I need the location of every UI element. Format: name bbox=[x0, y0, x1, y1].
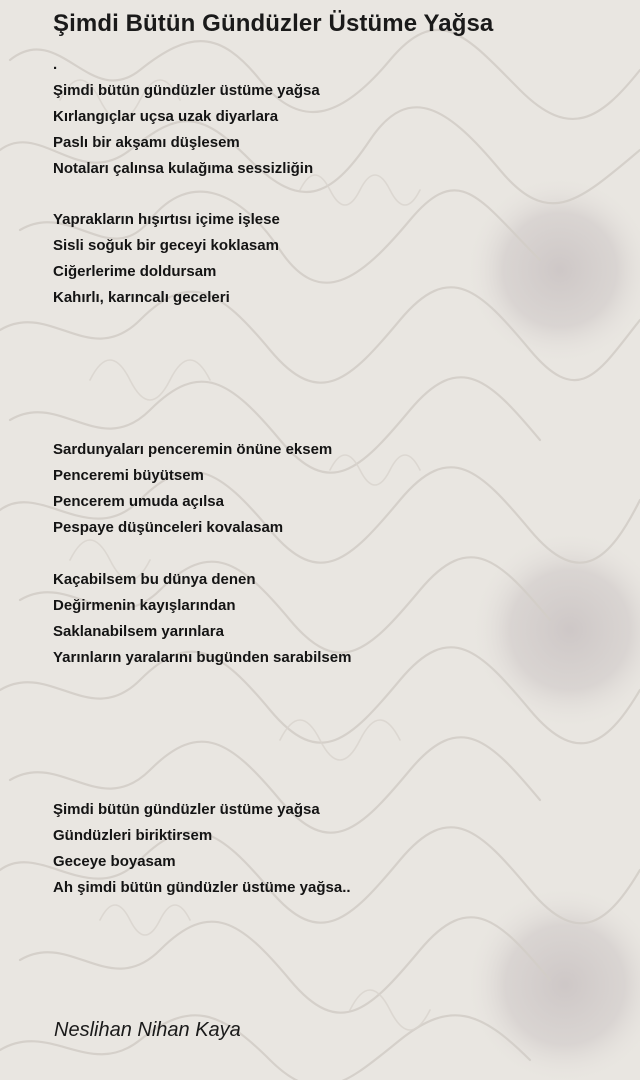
poem-line: Saklanabilsem yarınlara bbox=[53, 623, 224, 640]
stanza-4 bbox=[53, 567, 613, 671]
poem-line: Sardunyaları penceremin önüne eksem bbox=[53, 441, 333, 458]
stanza-2 bbox=[53, 207, 613, 311]
poem-line: Kırlangıçlar uçsa uzak diyarlara bbox=[53, 108, 279, 125]
poem-line: Notaları çalınsa kulağıma sessizliğin bbox=[53, 160, 314, 177]
poem-line: Şimdi bütün gündüzler üstüme yağsa bbox=[53, 82, 320, 99]
poem-line: Ah şimdi bütün gündüzler üstüme yağsa.. bbox=[53, 879, 351, 896]
poem-line: Geceye boyasam bbox=[53, 853, 176, 870]
poem-line: Yarınların yaralarını bugünden sarabilsem bbox=[53, 649, 352, 666]
stanza-1 bbox=[53, 52, 613, 182]
poem-author: Neslihan Nihan Kaya bbox=[54, 1019, 241, 1041]
poem-title: Şimdi Bütün Gündüzler Üstüme Yağsa bbox=[53, 10, 494, 37]
poem-line: Penceremi büyütsem bbox=[53, 467, 204, 484]
poem-line: Pespaye düşünceleri kovalasam bbox=[53, 519, 284, 536]
poem-line: Gündüzleri biriktirsem bbox=[53, 827, 213, 844]
poem-line: Değirmenin kayışlarından bbox=[53, 597, 236, 614]
poem-line: Yaprakların hışırtısı içime işlese bbox=[53, 211, 280, 228]
poem-line: Kaçabilsem bu dünya denen bbox=[53, 571, 256, 588]
poem-line: Paslı bir akşamı düşlesem bbox=[53, 134, 240, 151]
poem-line: . bbox=[53, 56, 58, 73]
poem-line: Kahırlı, karıncalı geceleri bbox=[53, 289, 230, 306]
stanza-3 bbox=[53, 437, 613, 541]
poem-line: Şimdi bütün gündüzler üstüme yağsa bbox=[53, 801, 320, 818]
poem-line: Pencerem umuda açılsa bbox=[53, 493, 224, 510]
poem-line: Sisli soğuk bir geceyi koklasam bbox=[53, 237, 279, 254]
poem-line: Ciğerlerime doldursam bbox=[53, 263, 217, 280]
stanza-5 bbox=[53, 797, 613, 901]
